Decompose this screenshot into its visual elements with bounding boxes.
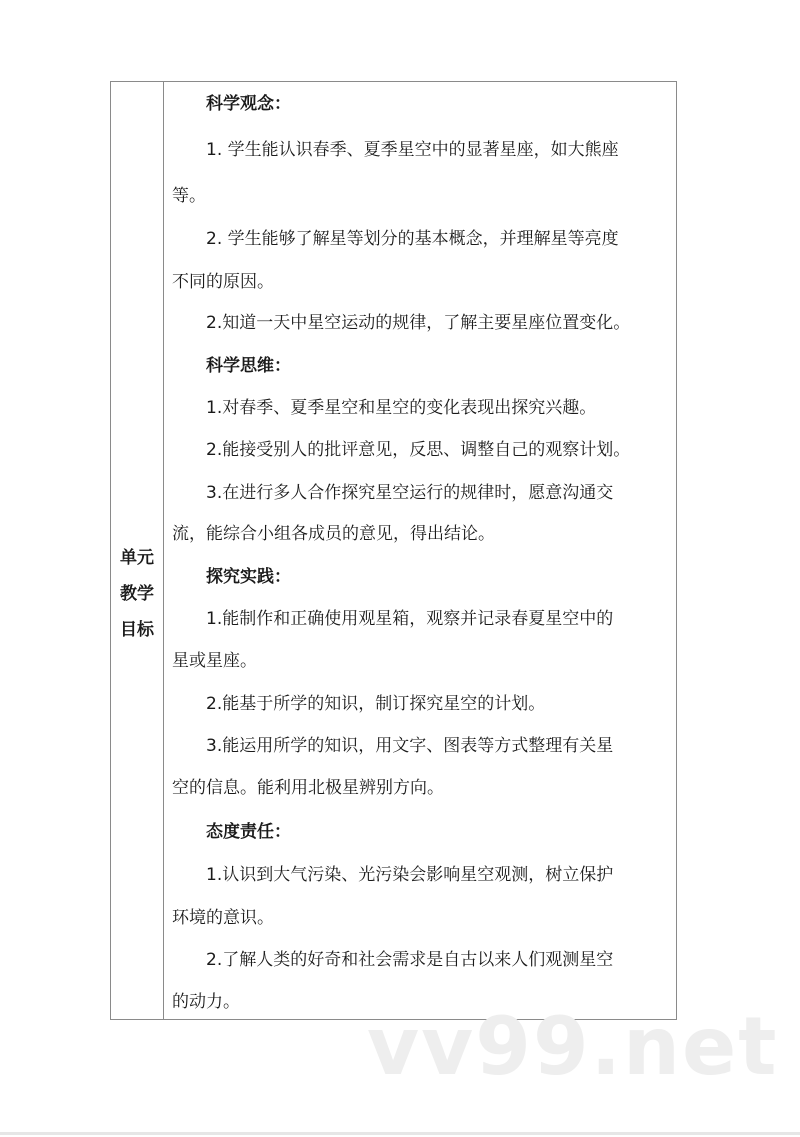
objectives-table — [110, 81, 677, 1020]
row-label-line: 单元 — [120, 548, 154, 568]
text-line: 2.能接受别人的批评意见，反思、调整自己的观察计划。 — [206, 440, 631, 460]
text-line: 1. 学生能认识春季、夏季星空中的显著星座，如大熊座 — [206, 140, 619, 160]
row-label-line: 教学 — [120, 584, 154, 604]
row-label-cell — [111, 82, 164, 1019]
row-label — [111, 540, 163, 648]
text-line: 流，能综合小组各成员的意见，得出结论。 — [172, 524, 495, 544]
text-line: 1.对春季、夏季星空和星空的变化表现出探究兴趣。 — [206, 398, 597, 418]
text-line: 环境的意识。 — [172, 908, 274, 928]
watermark: vv99.net — [367, 1000, 779, 1093]
text-line: 1.能制作和正确使用观星箱，观察并记录春夏星空中的 — [206, 609, 614, 629]
text-line: 2.能基于所学的知识，制订探究星空的计划。 — [206, 694, 546, 714]
text-line: 2.知道一天中星空运动的规律，了解主要星座位置变化。 — [206, 313, 631, 333]
text-line: 3.能运用所学的知识，用文字、图表等方式整理有关星 — [206, 736, 614, 756]
text-line: 不同的原因。 — [172, 272, 274, 292]
text-line: 空的信息。能利用北极星辨别方向。 — [172, 778, 444, 798]
text-line: 3.在进行多人合作探究星空运行的规律时，愿意沟通交 — [206, 483, 614, 503]
text-line: 2.了解人类的好奇和社会需求是自古以来人们观测星空 — [206, 950, 614, 970]
text-line: 1.认识到大气污染、光污染会影响星空观测，树立保护 — [206, 865, 614, 885]
section-heading: 科学观念： — [206, 94, 291, 114]
text-line: 2. 学生能够了解星等划分的基本概念，并理解星等亮度 — [206, 229, 619, 249]
page-bottom-divider — [0, 1132, 800, 1135]
section-heading: 科学思维： — [206, 356, 291, 376]
row-label-line: 目标 — [120, 620, 154, 640]
section-heading: 态度责任： — [206, 822, 291, 842]
text-line: 的动力。 — [172, 992, 240, 1012]
text-line: 星或星座。 — [172, 651, 257, 671]
content-cell — [164, 82, 676, 1019]
section-heading: 探究实践： — [206, 567, 291, 587]
text-line: 等。 — [172, 186, 206, 206]
